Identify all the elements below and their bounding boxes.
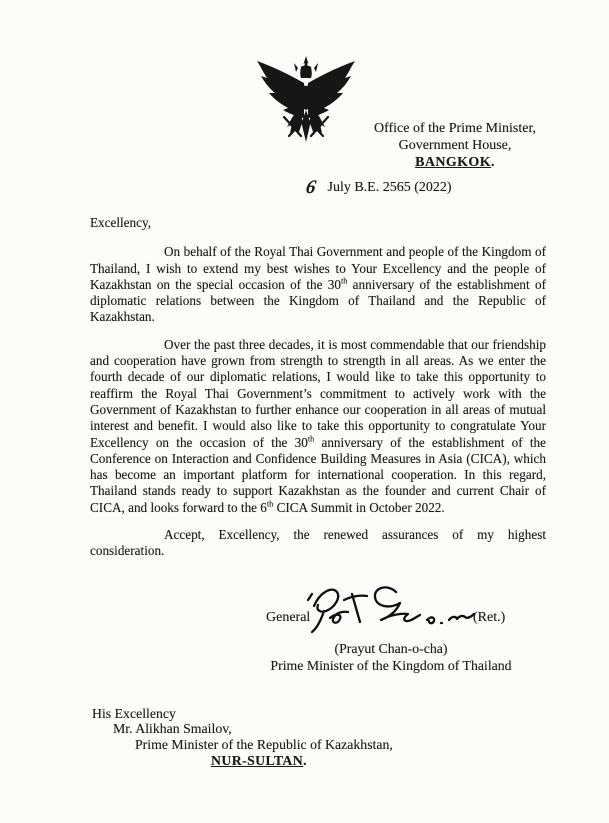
paragraph-2: Over the past three decades, it is most commendable that our friendship and cooperation have grown from strength to strength in all areas. As we enter the fourth decade of our diplomatic relations, I would like to take this opportunity to reaffirm the Royal Thai Government’s commitment to actively work with the Government of Kazakhstan to further enhance our cooperation in all areas of mutual interest and benefit. I would also like to take this opportunity to congratulate Your Excellency on the occasion of the 30th anniversary of the establishment of the Conference on Interaction and Confidence Building Measures in Asia (CICA), which has become an important platform for international cooperation. In this regard, Thailand stands ready to support Kazakhstan as the founder and current Chair of CICA, and looks forward to the 6th CICA Summit in October 2022. (90, 336, 546, 515)
letterhead-office-line1: Office of the Prime Minister, (373, 121, 537, 136)
recipient-line2: Mr. Alikhan Smailov, (113, 721, 232, 737)
recipient-line1: His Excellency (92, 706, 176, 721)
paragraph-closing: Accept, Excellency, the renewed assurances of my highest consideration. (90, 527, 546, 559)
letter-date (306, 179, 452, 197)
signatory-ret-label: (Ret.) (473, 610, 506, 625)
date-day-handwritten: 6 (304, 177, 318, 198)
paragraph-1: On behalf of the Royal Thai Government and people of the Kingdom of Thailand, I wish to extend my best wishes to Your Excellency and the people of Kazakhstan on the special occasion of the 30th anniversary of the establishment of diplomatic relations between the Kingdom of Thailand and the Republic of Kazakhstan. (90, 244, 546, 325)
recipient-address (92, 706, 393, 769)
signatory-name: (Prayut Chan-o-cha) (334, 641, 448, 656)
letterhead-city: BANGKOK. (415, 155, 495, 170)
signature-scrawl-icon (304, 584, 476, 634)
recipient-line3: Prime Minister of the Republic of Kazakhstan, (135, 736, 393, 752)
recipient-city: NUR-SULTAN. (211, 753, 308, 769)
letter-body (90, 215, 546, 560)
signatory-title: Prime Minister of the Kingdom of Thailand (270, 657, 512, 673)
signatory-rank: General (266, 610, 311, 625)
garuda-emblem-icon (251, 55, 361, 144)
letterhead-address (372, 120, 538, 171)
letterhead-office-line2: Government House, (398, 138, 512, 153)
signatory-block (266, 641, 516, 674)
salutation: Excellency, (90, 215, 152, 230)
date-text: July B.E. 2565 (2022) (327, 180, 452, 195)
